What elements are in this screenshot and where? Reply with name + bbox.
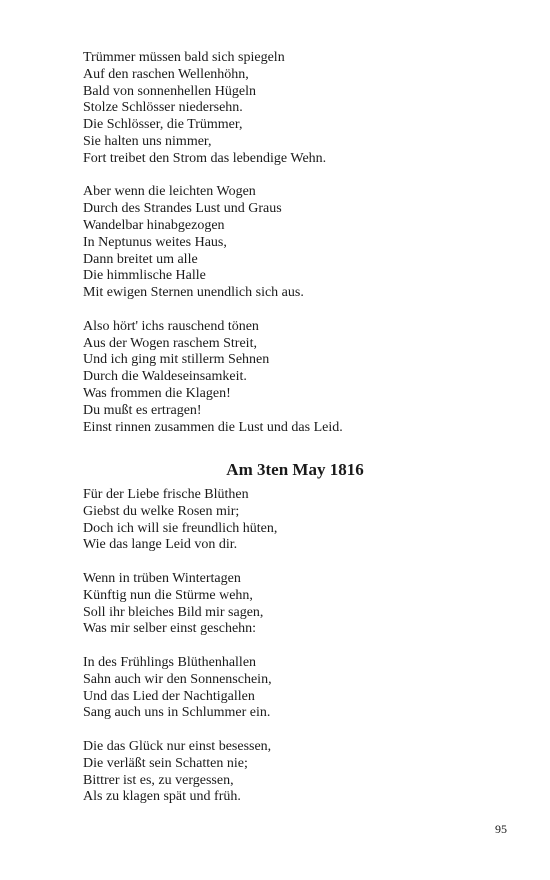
verse-line: Was frommen die Klagen! xyxy=(83,385,231,401)
stanza xyxy=(83,739,277,806)
verse-line: Was mir selber einst geschehn: xyxy=(83,621,257,637)
verse-line: Bald von sonnenhellen Hügeln xyxy=(83,83,257,99)
poem-title: Am 3ten May 1816 xyxy=(226,460,364,479)
verse-line: Und das Lied der Nachtigallen xyxy=(83,688,255,704)
verse-line: Mit ewigen Sternen unendlich sich aus. xyxy=(83,285,304,301)
stanza xyxy=(83,655,277,722)
verse-line: Aus der Wogen raschem Streit, xyxy=(83,335,257,351)
second-poem xyxy=(83,487,277,806)
verse-line: Sie halten uns nimmer, xyxy=(83,133,212,149)
verse-line: Doch ich will sie freundlich hüten, xyxy=(83,520,278,536)
verse-line: Dann breitet um alle xyxy=(83,251,198,267)
verse-line: Aber wenn die leichten Wogen xyxy=(83,184,256,200)
verse-line: Giebst du welke Rosen mir; xyxy=(83,503,240,519)
verse-line: Durch des Strandes Lust und Graus xyxy=(83,201,282,217)
verse-line: Künftig nun die Stürme wehn, xyxy=(83,587,253,603)
stanza xyxy=(83,571,277,638)
stanza xyxy=(83,50,343,168)
verse-line: Für der Liebe frische Blüthen xyxy=(83,487,249,502)
verse-line: Wandelbar hinabgezogen xyxy=(83,217,225,233)
verse-line: Also hört' ichs rauschend tönen xyxy=(83,318,259,334)
verse-line: Als zu klagen spät und früh. xyxy=(83,789,241,805)
verse-line: Auf den raschen Wellenhöhn, xyxy=(83,66,249,82)
verse-line: Die himmlische Halle xyxy=(83,268,206,284)
first-poem xyxy=(83,50,343,436)
verse-line: Durch die Waldeseinsamkeit. xyxy=(83,369,247,385)
verse-line: In Neptunus weites Haus, xyxy=(83,234,227,250)
verse-line: Wenn in trüben Wintertagen xyxy=(83,570,241,586)
verse-line: Einst rinnen zusammen die Lust und das Leid. xyxy=(83,419,343,435)
verse-line: Soll ihr bleiches Bild mir sagen, xyxy=(83,604,264,620)
stanza xyxy=(83,487,277,554)
verse-line: In des Frühlings Blüthenhallen xyxy=(83,654,257,670)
verse-line: Die verläßt sein Schatten nie; xyxy=(83,755,248,771)
verse-line: Sang auch uns in Schlummer ein. xyxy=(83,705,271,721)
verse-line: Die Schlösser, die Trümmer, xyxy=(83,117,243,133)
verse-line: Wie das lange Leid von dir. xyxy=(83,537,238,553)
stanza xyxy=(83,184,343,302)
page-number: 95 xyxy=(495,822,507,836)
stanza xyxy=(83,319,343,437)
verse-line: Und ich ging mit stillerm Sehnen xyxy=(83,352,270,368)
verse-line: Stolze Schlösser niedersehn. xyxy=(83,100,243,116)
verse-line: Bittrer ist es, zu vergessen, xyxy=(83,772,234,788)
verse-line: Du mußt es ertragen! xyxy=(83,402,202,418)
verse-line: Trümmer müssen bald sich spiegeln xyxy=(83,50,285,65)
verse-line: Die das Glück nur einst besessen, xyxy=(83,738,272,754)
verse-line: Fort treibet den Strom das lebendige Wehn. xyxy=(83,150,327,166)
verse-line: Sahn auch wir den Sonnenschein, xyxy=(83,671,272,687)
